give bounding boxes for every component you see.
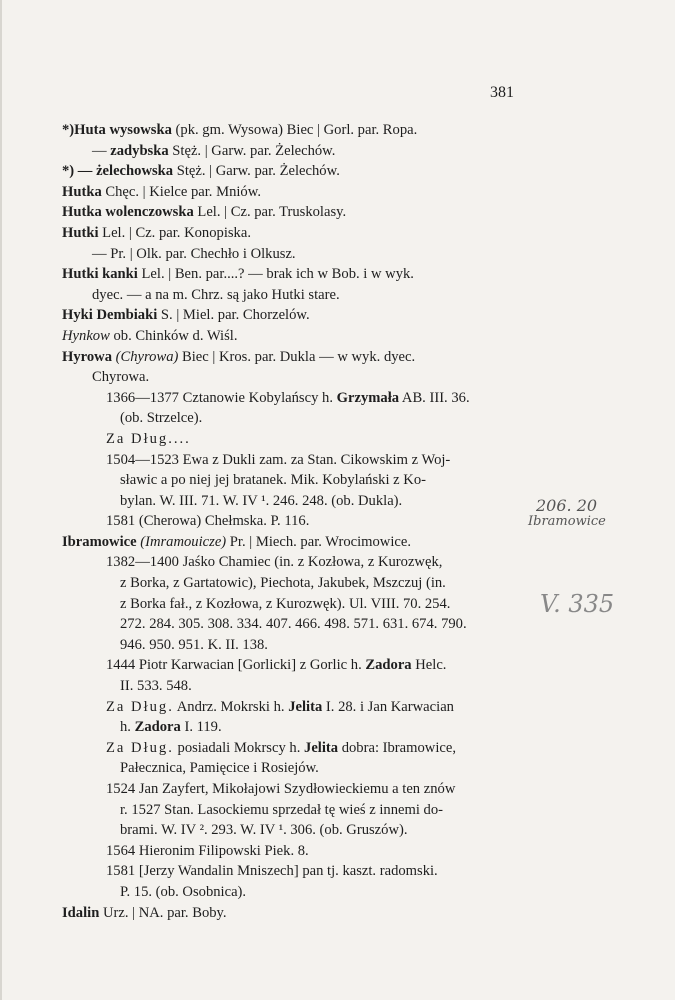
entry-text: P. 15. (ob. Osobnica). — [120, 883, 247, 900]
entry-line — [62, 532, 532, 553]
entry-text: 1444 Piotr Karwacian [Gorlicki] z Gorlic h. — [106, 657, 366, 674]
entry-text: — Pr. | Olk. par. Chechło i Olkusz. — [92, 245, 296, 262]
entry-line — [62, 552, 532, 573]
entry-text: I. 119. — [180, 719, 222, 736]
margin-note-handwritten: 206. 20 — [536, 496, 598, 515]
entry-line — [62, 676, 532, 697]
entry-line — [62, 202, 532, 223]
entry-text: sławic a po niej jej bratanek. Mik. Kobylański z Ko- — [120, 472, 426, 489]
gazetteer-entries — [62, 120, 532, 923]
entry-line — [62, 141, 532, 162]
entry-line — [62, 388, 532, 409]
entry-line — [62, 429, 532, 450]
entry-line — [62, 800, 532, 821]
entry-text: Ibramowice — [62, 533, 137, 550]
entry-text: — — [92, 142, 111, 159]
entry-text: Chęc. | Kielce par. Mniów. — [101, 183, 261, 200]
entry-text: Za Dług. — [106, 698, 174, 715]
entry-text: 946. 950. 951. K. II. 138. — [120, 636, 268, 653]
entry-text: Chyrowa. — [92, 369, 150, 386]
entry-line — [62, 305, 532, 326]
entry-text: 1581 (Cherowa) Chełmska. P. 116. — [106, 513, 310, 530]
entry-line — [62, 614, 532, 635]
entry-text: dyec. — a na m. Chrz. są jako Hutki stare. — [92, 286, 340, 303]
entry-text: Hutki kanki — [62, 266, 138, 283]
entry-line — [62, 223, 532, 244]
entry-line — [62, 594, 532, 615]
entry-line — [62, 161, 532, 182]
entry-text: I. 28. i Jan Karwacian — [322, 698, 454, 715]
entry-text: Andrz. Mokrski h. — [173, 698, 289, 715]
entry-line — [62, 511, 532, 532]
entry-text: Lel. | Cz. par. Konopiska. — [98, 224, 251, 241]
entry-text: Hyrowa — [62, 348, 112, 365]
entry-text: (pk. gm. Wysowa) Biec | Gorl. par. Ropa. — [171, 122, 418, 138]
entry-line — [62, 347, 532, 368]
entry-text: żelechowska — [96, 163, 174, 180]
entry-line — [62, 738, 532, 759]
entry-text: *) — — [62, 163, 97, 180]
entry-text: Lel. | Ben. par....? — brak ich w Bob. i w wyk. — [137, 266, 414, 283]
entry-text: Biec | Kros. par. Dukla — w wyk. dyec. — [178, 348, 416, 365]
entry-text: Idalin — [62, 904, 100, 921]
entry-line — [62, 573, 532, 594]
entry-line — [62, 882, 532, 903]
entry-text: bylan. W. III. 71. W. IV ¹. 246. 248. (ob. Dukla). — [120, 492, 403, 509]
entry-text: 1504—1523 Ewa z Dukli zam. za Stan. Cikowskim z Woj- — [106, 451, 451, 468]
entry-line — [62, 903, 532, 924]
entry-text: Pałecznica, Pamięcice i Rosiejów. — [120, 760, 319, 777]
entry-line — [62, 182, 532, 203]
entry-line — [62, 820, 532, 841]
entry-text: ob. Chinków d. Wiśl. — [109, 327, 238, 344]
entry-line — [62, 635, 532, 656]
entry-text: Jelita — [304, 739, 339, 756]
entry-line — [62, 861, 532, 882]
entry-line — [62, 450, 532, 471]
page-number: 381 — [490, 84, 514, 101]
entry-text: Zadora — [134, 719, 181, 736]
entry-text: z Borka, z Gartatowic), Piechota, Jakubek, Mszczuj (in. — [120, 575, 446, 592]
entry-text: (Chyrowa) — [115, 348, 179, 365]
entry-text: Helc. — [411, 657, 447, 674]
entry-text: h. — [120, 719, 135, 736]
entry-text: zadybska — [110, 142, 169, 159]
entry-text: Hutka wolenczowska — [62, 204, 194, 221]
entry-text: Za Dług.... — [106, 430, 191, 447]
entry-line — [62, 655, 532, 676]
entry-line — [62, 244, 532, 265]
entry-line — [62, 697, 532, 718]
entry-line — [62, 717, 532, 738]
entry-text: (ob. Strzelce). — [120, 410, 203, 427]
entry-text: (Imramouicze) — [140, 533, 227, 550]
entry-text: dobra: Ibramowice, — [338, 739, 456, 756]
entry-text: S. | Miel. par. Chorzelów. — [157, 307, 310, 324]
entry-line — [62, 285, 532, 306]
entry-text: Hutki — [62, 224, 99, 241]
entry-text: posiadali Mokrscy h. — [173, 739, 305, 756]
entry-text: Urz. | NA. par. Boby. — [99, 904, 227, 921]
entry-text: Stęż. | Garw. par. Żelechów. — [173, 163, 340, 180]
entry-line — [62, 326, 532, 347]
entry-text: 1366—1377 Cztanowie Kobylańscy h. — [106, 389, 337, 406]
entry-text: Zadora — [365, 657, 412, 674]
entry-line — [62, 779, 532, 800]
entry-text: *) — [62, 122, 75, 138]
entry-text: z Borka fał., z Kozłowa, z Kurozwęk). Ul. VIII. 70. 254. — [120, 595, 451, 612]
entry-text: 1564 Hieronim Filipowski Piek. 8. — [106, 842, 309, 859]
entry-text: Stęż. | Garw. par. Żelechów. — [168, 142, 336, 159]
entry-text: AB. III. 36. — [399, 389, 470, 406]
entry-line — [62, 470, 532, 491]
margin-note-handwritten: V. 335 — [540, 590, 615, 618]
entry-line — [62, 841, 532, 862]
entry-line — [62, 491, 532, 512]
entry-text: Za Dług. — [106, 739, 174, 756]
entry-text: 1382—1400 Jaśko Chamiec (in. z Kozłowa, z Kurozwęk, — [106, 554, 443, 571]
entry-text: 272. 284. 305. 308. 334. 407. 466. 498. 571. 631. 674. 790. — [120, 616, 467, 633]
entry-line — [62, 758, 532, 779]
entry-text: Jelita — [288, 698, 323, 715]
entry-text: 1581 [Jerzy Wandalin Mniszech] pan tj. kaszt. radomski. — [106, 863, 438, 880]
entry-line — [62, 367, 532, 388]
entry-text: Hutka — [62, 183, 102, 200]
entry-text: r. 1527 Stan. Lasockiemu sprzedał tę wieś z innemi do- — [120, 801, 444, 818]
entry-text: Pr. | Miech. par. Wrocimowice. — [226, 533, 412, 550]
entry-text: 1524 Jan Zayfert, Mikołajowi Szydłowieckiemu a ten znów — [106, 781, 456, 797]
margin-note-handwritten: Ibramowice — [528, 514, 606, 529]
entry-text: Hyki Dembiaki — [62, 307, 158, 324]
entry-text: brami. W. IV ². 293. W. IV ¹. 306. (ob. Gruszów). — [120, 822, 408, 839]
entry-line — [62, 264, 532, 285]
page-edge — [0, 0, 2, 1000]
entry-line — [62, 408, 532, 429]
entry-text: Lel. | Cz. par. Truskolasy. — [193, 204, 347, 221]
entry-text: II. 533. 548. — [120, 678, 192, 695]
entry-text: Grzymała — [336, 389, 400, 406]
entry-text: Huta wysowska — [74, 122, 172, 138]
entry-line — [62, 120, 532, 141]
entry-text: Hynkow — [62, 327, 110, 344]
